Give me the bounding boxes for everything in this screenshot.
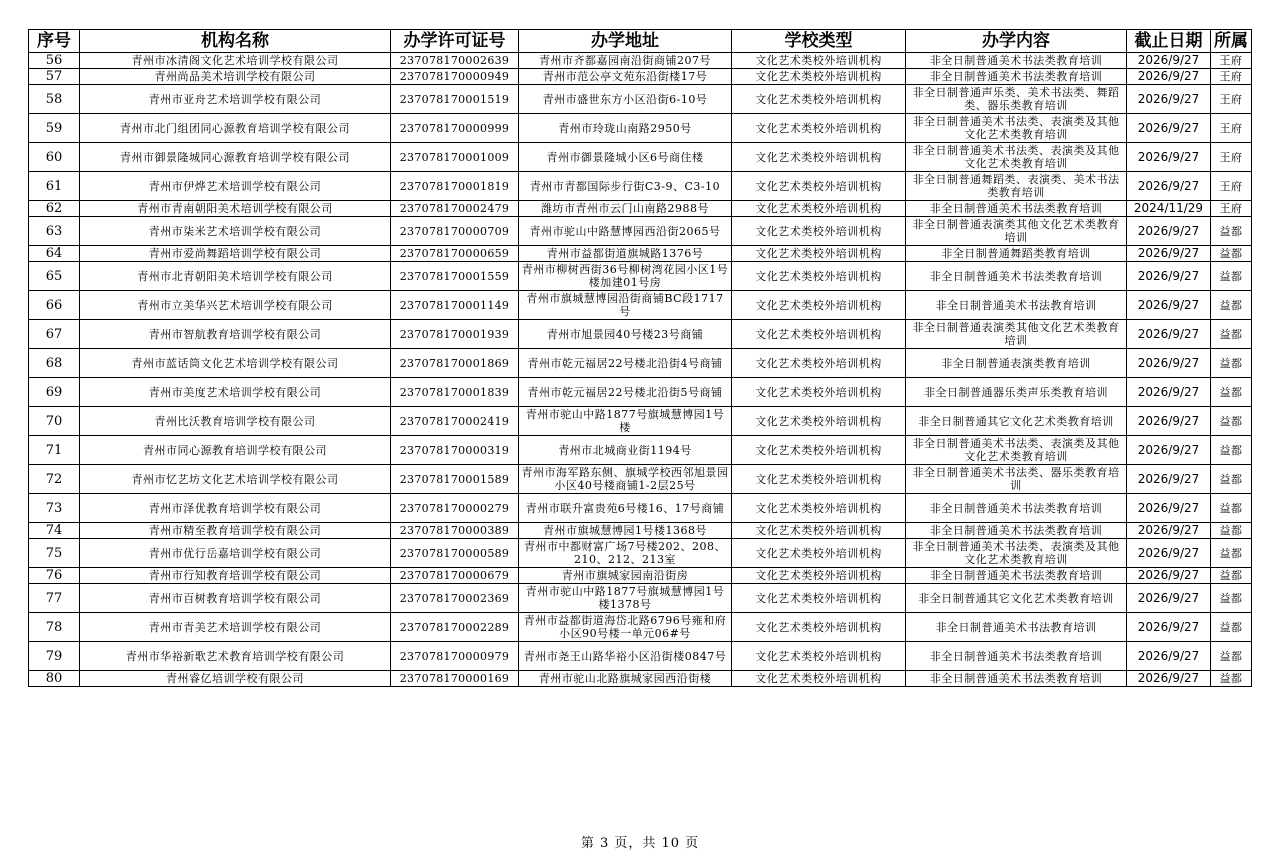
page-footer: 第 3 页，共 10 页 xyxy=(580,836,700,851)
expiry-cell: 2026/9/27 xyxy=(1127,69,1211,85)
header-serial: 序号 xyxy=(29,30,80,53)
org-name-cell: 青州市优行岳嘉培训学校有限公司 xyxy=(80,539,391,568)
license-cell: 237078170000999 xyxy=(391,114,519,143)
org-name-cell: 青州市青南朝阳美术培训学校有限公司 xyxy=(80,201,391,217)
school-type-cell: 文化艺术类校外培训机构 xyxy=(732,494,906,523)
expiry-cell: 2026/9/27 xyxy=(1127,246,1211,262)
district-cell: 益都 xyxy=(1211,436,1252,465)
content-cell: 非全日制普通美术书法教育培训 xyxy=(906,613,1127,642)
school-type-cell: 文化艺术类校外培训机构 xyxy=(732,642,906,671)
address-cell: 青州市旗城慧博园1号楼1368号 xyxy=(519,523,732,539)
expiry-cell: 2026/9/27 xyxy=(1127,494,1211,523)
table-row xyxy=(29,172,1252,201)
expiry-cell: 2026/9/27 xyxy=(1127,642,1211,671)
table-row xyxy=(29,114,1252,143)
address-cell: 青州市中都财富广场7号楼202、208、210、212、213室 xyxy=(519,539,732,568)
org-name-cell: 青州市青美艺术培训学校有限公司 xyxy=(80,613,391,642)
license-cell: 237078170001939 xyxy=(391,320,519,349)
org-name-cell: 青州市忆艺坊文化艺术培训学校有限公司 xyxy=(80,465,391,494)
district-cell: 益都 xyxy=(1211,246,1252,262)
serial-cell: 62 xyxy=(29,201,80,217)
address-cell: 青州市齐都嘉园南沿街商铺207号 xyxy=(519,53,732,69)
org-name-cell: 青州市行知教育培训学校有限公司 xyxy=(80,568,391,584)
org-name-cell: 青州市柒米艺术培训学校有限公司 xyxy=(80,217,391,246)
serial-cell: 74 xyxy=(29,523,80,539)
header-school-type: 学校类型 xyxy=(732,30,906,53)
school-type-cell: 文化艺术类校外培训机构 xyxy=(732,613,906,642)
expiry-cell: 2026/9/27 xyxy=(1127,378,1211,407)
school-type-cell: 文化艺术类校外培训机构 xyxy=(732,349,906,378)
school-type-cell: 文化艺术类校外培训机构 xyxy=(732,320,906,349)
district-cell: 益都 xyxy=(1211,523,1252,539)
expiry-cell: 2026/9/27 xyxy=(1127,523,1211,539)
serial-cell: 72 xyxy=(29,465,80,494)
org-name-cell: 青州市御景隆城同心源教育培训学校有限公司 xyxy=(80,143,391,172)
org-name-cell: 青州市爱尚舞蹈培训学校有限公司 xyxy=(80,246,391,262)
license-cell: 237078170001819 xyxy=(391,172,519,201)
address-cell: 青州市乾元福居22号楼北沿街4号商铺 xyxy=(519,349,732,378)
table-row xyxy=(29,539,1252,568)
district-cell: 王府 xyxy=(1211,143,1252,172)
table-row xyxy=(29,53,1252,69)
content-cell: 非全日制普通表演类其他文化艺术类教育培训 xyxy=(906,217,1127,246)
expiry-cell: 2026/9/27 xyxy=(1127,85,1211,114)
table-row xyxy=(29,584,1252,613)
school-type-cell: 文化艺术类校外培训机构 xyxy=(732,584,906,613)
content-cell: 非全日制普通其它文化艺术类教育培训 xyxy=(906,407,1127,436)
header-expiry: 截止日期 xyxy=(1127,30,1211,53)
license-cell: 237078170000389 xyxy=(391,523,519,539)
serial-cell: 80 xyxy=(29,671,80,687)
expiry-cell: 2024/11/29 xyxy=(1127,201,1211,217)
org-name-cell: 青州市立美华兴艺术培训学校有限公司 xyxy=(80,291,391,320)
school-type-cell: 文化艺术类校外培训机构 xyxy=(732,378,906,407)
address-cell: 青州市柳树西街36号柳树湾花园小区1号楼加建01号房 xyxy=(519,262,732,291)
serial-cell: 69 xyxy=(29,378,80,407)
district-cell: 益都 xyxy=(1211,539,1252,568)
district-cell: 王府 xyxy=(1211,201,1252,217)
school-type-cell: 文化艺术类校外培训机构 xyxy=(732,465,906,494)
license-cell: 237078170002289 xyxy=(391,613,519,642)
table-row xyxy=(29,642,1252,671)
school-type-cell: 文化艺术类校外培训机构 xyxy=(732,291,906,320)
table-row xyxy=(29,671,1252,687)
serial-cell: 66 xyxy=(29,291,80,320)
org-name-cell: 青州市蓝话筒文化艺术培训学校有限公司 xyxy=(80,349,391,378)
address-cell: 青州市益都街道旗城路1376号 xyxy=(519,246,732,262)
license-cell: 237078170001589 xyxy=(391,465,519,494)
content-cell: 非全日制普通美术书法教育培训 xyxy=(906,291,1127,320)
serial-cell: 56 xyxy=(29,53,80,69)
content-cell: 非全日制普通美术书法类教育培训 xyxy=(906,523,1127,539)
address-cell: 青州市驼山中路慧博园西沿街2065号 xyxy=(519,217,732,246)
school-type-cell: 文化艺术类校外培训机构 xyxy=(732,246,906,262)
expiry-cell: 2026/9/27 xyxy=(1127,172,1211,201)
content-cell: 非全日制普通美术书法类教育培训 xyxy=(906,494,1127,523)
org-name-cell: 青州市智航教育培训学校有限公司 xyxy=(80,320,391,349)
license-cell: 237078170000589 xyxy=(391,539,519,568)
address-cell: 青州市北城商业街1194号 xyxy=(519,436,732,465)
table-row xyxy=(29,217,1252,246)
serial-cell: 78 xyxy=(29,613,80,642)
table-row xyxy=(29,436,1252,465)
org-name-cell: 青州市亚舟艺术培训学校有限公司 xyxy=(80,85,391,114)
org-name-cell: 青州市华裕新歌艺术教育培训学校有限公司 xyxy=(80,642,391,671)
header-org-name: 机构名称 xyxy=(80,30,391,53)
org-name-cell: 青州市伊烨艺术培训学校有限公司 xyxy=(80,172,391,201)
license-cell: 237078170001519 xyxy=(391,85,519,114)
district-cell: 益都 xyxy=(1211,613,1252,642)
serial-cell: 58 xyxy=(29,85,80,114)
content-cell: 非全日制普通其它文化艺术类教育培训 xyxy=(906,584,1127,613)
expiry-cell: 2026/9/27 xyxy=(1127,53,1211,69)
header-address: 办学地址 xyxy=(519,30,732,53)
license-cell: 237078170002419 xyxy=(391,407,519,436)
org-name-cell: 青州市北门组团同心源教育培训学校有限公司 xyxy=(80,114,391,143)
expiry-cell: 2026/9/27 xyxy=(1127,320,1211,349)
school-type-cell: 文化艺术类校外培训机构 xyxy=(732,436,906,465)
table-row xyxy=(29,349,1252,378)
serial-cell: 59 xyxy=(29,114,80,143)
address-cell: 青州市海军路东侧、旗城学校西邻旭景园小区40号楼商铺1-2层25号 xyxy=(519,465,732,494)
school-type-cell: 文化艺术类校外培训机构 xyxy=(732,69,906,85)
address-cell: 青州市旗城慧博园沿街商铺BC段1717号 xyxy=(519,291,732,320)
license-cell: 237078170000679 xyxy=(391,568,519,584)
serial-cell: 64 xyxy=(29,246,80,262)
expiry-cell: 2026/9/27 xyxy=(1127,613,1211,642)
school-type-cell: 文化艺术类校外培训机构 xyxy=(732,201,906,217)
district-cell: 益都 xyxy=(1211,465,1252,494)
org-name-cell: 青州市泽优教育培训学校有限公司 xyxy=(80,494,391,523)
table-row xyxy=(29,523,1252,539)
content-cell: 非全日制普通美术书法类、表演类及其他文化艺术类教育培训 xyxy=(906,539,1127,568)
district-cell: 益都 xyxy=(1211,320,1252,349)
content-cell: 非全日制普通美术书法类教育培训 xyxy=(906,69,1127,85)
license-cell: 237078170002369 xyxy=(391,584,519,613)
expiry-cell: 2026/9/27 xyxy=(1127,671,1211,687)
address-cell: 青州市驼山中路1877号旗城慧博园1号楼 xyxy=(519,407,732,436)
district-cell: 益都 xyxy=(1211,291,1252,320)
district-cell: 王府 xyxy=(1211,172,1252,201)
district-cell: 益都 xyxy=(1211,349,1252,378)
license-cell: 237078170000169 xyxy=(391,671,519,687)
district-cell: 益都 xyxy=(1211,494,1252,523)
district-cell: 益都 xyxy=(1211,642,1252,671)
table-row xyxy=(29,378,1252,407)
school-type-cell: 文化艺术类校外培训机构 xyxy=(732,217,906,246)
expiry-cell: 2026/9/27 xyxy=(1127,568,1211,584)
serial-cell: 75 xyxy=(29,539,80,568)
address-cell: 青州市尧王山路华裕小区沿街楼0847号 xyxy=(519,642,732,671)
expiry-cell: 2026/9/27 xyxy=(1127,217,1211,246)
serial-cell: 67 xyxy=(29,320,80,349)
org-name-cell: 青州市美度艺术培训学校有限公司 xyxy=(80,378,391,407)
district-cell: 益都 xyxy=(1211,584,1252,613)
table-row xyxy=(29,407,1252,436)
license-cell: 237078170000709 xyxy=(391,217,519,246)
address-cell: 青州市益都街道海岱北路6796号雍和府小区90号楼一单元06#号 xyxy=(519,613,732,642)
serial-cell: 63 xyxy=(29,217,80,246)
org-name-cell: 青州睿亿培训学校有限公司 xyxy=(80,671,391,687)
address-cell: 青州市玲珑山南路2950号 xyxy=(519,114,732,143)
content-cell: 非全日制普通美术书法类教育培训 xyxy=(906,568,1127,584)
district-cell: 益都 xyxy=(1211,407,1252,436)
org-name-cell: 青州市百树教育培训学校有限公司 xyxy=(80,584,391,613)
address-cell: 青州市盛世东方小区沿街6-10号 xyxy=(519,85,732,114)
license-cell: 237078170001559 xyxy=(391,262,519,291)
expiry-cell: 2026/9/27 xyxy=(1127,465,1211,494)
district-cell: 益都 xyxy=(1211,378,1252,407)
content-cell: 非全日制普通美术书法类、表演类及其他文化艺术类教育培训 xyxy=(906,114,1127,143)
org-name-cell: 青州市精至教育培训学校有限公司 xyxy=(80,523,391,539)
school-type-cell: 文化艺术类校外培训机构 xyxy=(732,523,906,539)
school-type-cell: 文化艺术类校外培训机构 xyxy=(732,53,906,69)
content-cell: 非全日制普通美术书法类教育培训 xyxy=(906,262,1127,291)
content-cell: 非全日制普通器乐类声乐类教育培训 xyxy=(906,378,1127,407)
content-cell: 非全日制普通美术书法类教育培训 xyxy=(906,201,1127,217)
district-cell: 益都 xyxy=(1211,671,1252,687)
expiry-cell: 2026/9/27 xyxy=(1127,436,1211,465)
license-cell: 237078170001149 xyxy=(391,291,519,320)
school-type-cell: 文化艺术类校外培训机构 xyxy=(732,143,906,172)
district-cell: 益都 xyxy=(1211,262,1252,291)
org-name-cell: 青州市同心源教育培训学校有限公司 xyxy=(80,436,391,465)
content-cell: 非全日制普通美术书法类、表演类及其他文化艺术类教育培训 xyxy=(906,436,1127,465)
content-cell: 非全日制普通舞蹈类、表演类、美术书法类教育培训 xyxy=(906,172,1127,201)
license-cell: 237078170001869 xyxy=(391,349,519,378)
expiry-cell: 2026/9/27 xyxy=(1127,262,1211,291)
table-row xyxy=(29,85,1252,114)
serial-cell: 60 xyxy=(29,143,80,172)
address-cell: 青州市驼山北路旗城家园西沿街楼 xyxy=(519,671,732,687)
content-cell: 非全日制普通美术书法类、器乐类教育培训 xyxy=(906,465,1127,494)
license-cell: 237078170000949 xyxy=(391,69,519,85)
serial-cell: 70 xyxy=(29,407,80,436)
table-row xyxy=(29,320,1252,349)
license-cell: 237078170001839 xyxy=(391,378,519,407)
district-cell: 王府 xyxy=(1211,114,1252,143)
address-cell: 潍坊市青州市云门山南路2988号 xyxy=(519,201,732,217)
expiry-cell: 2026/9/27 xyxy=(1127,584,1211,613)
district-cell: 王府 xyxy=(1211,53,1252,69)
school-type-cell: 文化艺术类校外培训机构 xyxy=(732,671,906,687)
serial-cell: 76 xyxy=(29,568,80,584)
license-cell: 237078170001009 xyxy=(391,143,519,172)
header-row xyxy=(29,30,1252,53)
table-row xyxy=(29,69,1252,85)
table-row xyxy=(29,568,1252,584)
header-content: 办学内容 xyxy=(906,30,1127,53)
address-cell: 青州市范公亭文苑东沿街楼17号 xyxy=(519,69,732,85)
address-cell: 青州市联升富贵苑6号楼16、17号商铺 xyxy=(519,494,732,523)
serial-cell: 77 xyxy=(29,584,80,613)
serial-cell: 68 xyxy=(29,349,80,378)
school-type-cell: 文化艺术类校外培训机构 xyxy=(732,172,906,201)
table-row xyxy=(29,246,1252,262)
serial-cell: 61 xyxy=(29,172,80,201)
content-cell: 非全日制普通表演类教育培训 xyxy=(906,349,1127,378)
school-type-cell: 文化艺术类校外培训机构 xyxy=(732,114,906,143)
expiry-cell: 2026/9/27 xyxy=(1127,539,1211,568)
header-district: 所属 xyxy=(1211,30,1252,53)
address-cell: 青州市青都国际步行街C3-9、C3-10 xyxy=(519,172,732,201)
serial-cell: 79 xyxy=(29,642,80,671)
table-row xyxy=(29,494,1252,523)
table-body xyxy=(29,53,1252,687)
school-type-cell: 文化艺术类校外培训机构 xyxy=(732,85,906,114)
institution-table xyxy=(28,29,1252,687)
license-cell: 237078170000979 xyxy=(391,642,519,671)
content-cell: 非全日制普通舞蹈类教育培训 xyxy=(906,246,1127,262)
license-cell: 237078170000659 xyxy=(391,246,519,262)
expiry-cell: 2026/9/27 xyxy=(1127,143,1211,172)
school-type-cell: 文化艺术类校外培训机构 xyxy=(732,539,906,568)
table-row xyxy=(29,613,1252,642)
expiry-cell: 2026/9/27 xyxy=(1127,114,1211,143)
expiry-cell: 2026/9/27 xyxy=(1127,291,1211,320)
school-type-cell: 文化艺术类校外培训机构 xyxy=(732,262,906,291)
header-license-no: 办学许可证号 xyxy=(391,30,519,53)
serial-cell: 73 xyxy=(29,494,80,523)
address-cell: 青州市旗城家园南沿街房 xyxy=(519,568,732,584)
content-cell: 非全日制普通声乐类、美术书法类、舞蹈类、器乐类教育培训 xyxy=(906,85,1127,114)
license-cell: 237078170002639 xyxy=(391,53,519,69)
table-row xyxy=(29,201,1252,217)
org-name-cell: 青州尚品美术培训学校有限公司 xyxy=(80,69,391,85)
district-cell: 王府 xyxy=(1211,85,1252,114)
org-name-cell: 青州比沃教育培训学校有限公司 xyxy=(80,407,391,436)
org-name-cell: 青州市北青朝阳美术培训学校有限公司 xyxy=(80,262,391,291)
content-cell: 非全日制普通美术书法类教育培训 xyxy=(906,671,1127,687)
license-cell: 237078170000319 xyxy=(391,436,519,465)
table-row xyxy=(29,262,1252,291)
district-cell: 益都 xyxy=(1211,217,1252,246)
address-cell: 青州市乾元福居22号楼北沿街5号商铺 xyxy=(519,378,732,407)
district-cell: 王府 xyxy=(1211,69,1252,85)
address-cell: 青州市御景隆城小区6号商住楼 xyxy=(519,143,732,172)
school-type-cell: 文化艺术类校外培训机构 xyxy=(732,407,906,436)
school-type-cell: 文化艺术类校外培训机构 xyxy=(732,568,906,584)
content-cell: 非全日制普通表演类其他文化艺术类教育培训 xyxy=(906,320,1127,349)
address-cell: 青州市驼山中路1877号旗城慧博园1号楼1378号 xyxy=(519,584,732,613)
org-name-cell: 青州市冰清阁文化艺术培训学校有限公司 xyxy=(80,53,391,69)
content-cell: 非全日制普通美术书法类教育培训 xyxy=(906,53,1127,69)
content-cell: 非全日制普通美术书法类教育培训 xyxy=(906,642,1127,671)
content-cell: 非全日制普通美术书法类、表演类及其他文化艺术类教育培训 xyxy=(906,143,1127,172)
table-row xyxy=(29,143,1252,172)
address-cell: 青州市旭景园40号楼23号商铺 xyxy=(519,320,732,349)
license-cell: 237078170002479 xyxy=(391,201,519,217)
district-cell: 益都 xyxy=(1211,568,1252,584)
license-cell: 237078170000279 xyxy=(391,494,519,523)
expiry-cell: 2026/9/27 xyxy=(1127,407,1211,436)
table-row xyxy=(29,465,1252,494)
expiry-cell: 2026/9/27 xyxy=(1127,349,1211,378)
serial-cell: 71 xyxy=(29,436,80,465)
table-row xyxy=(29,291,1252,320)
serial-cell: 57 xyxy=(29,69,80,85)
serial-cell: 65 xyxy=(29,262,80,291)
